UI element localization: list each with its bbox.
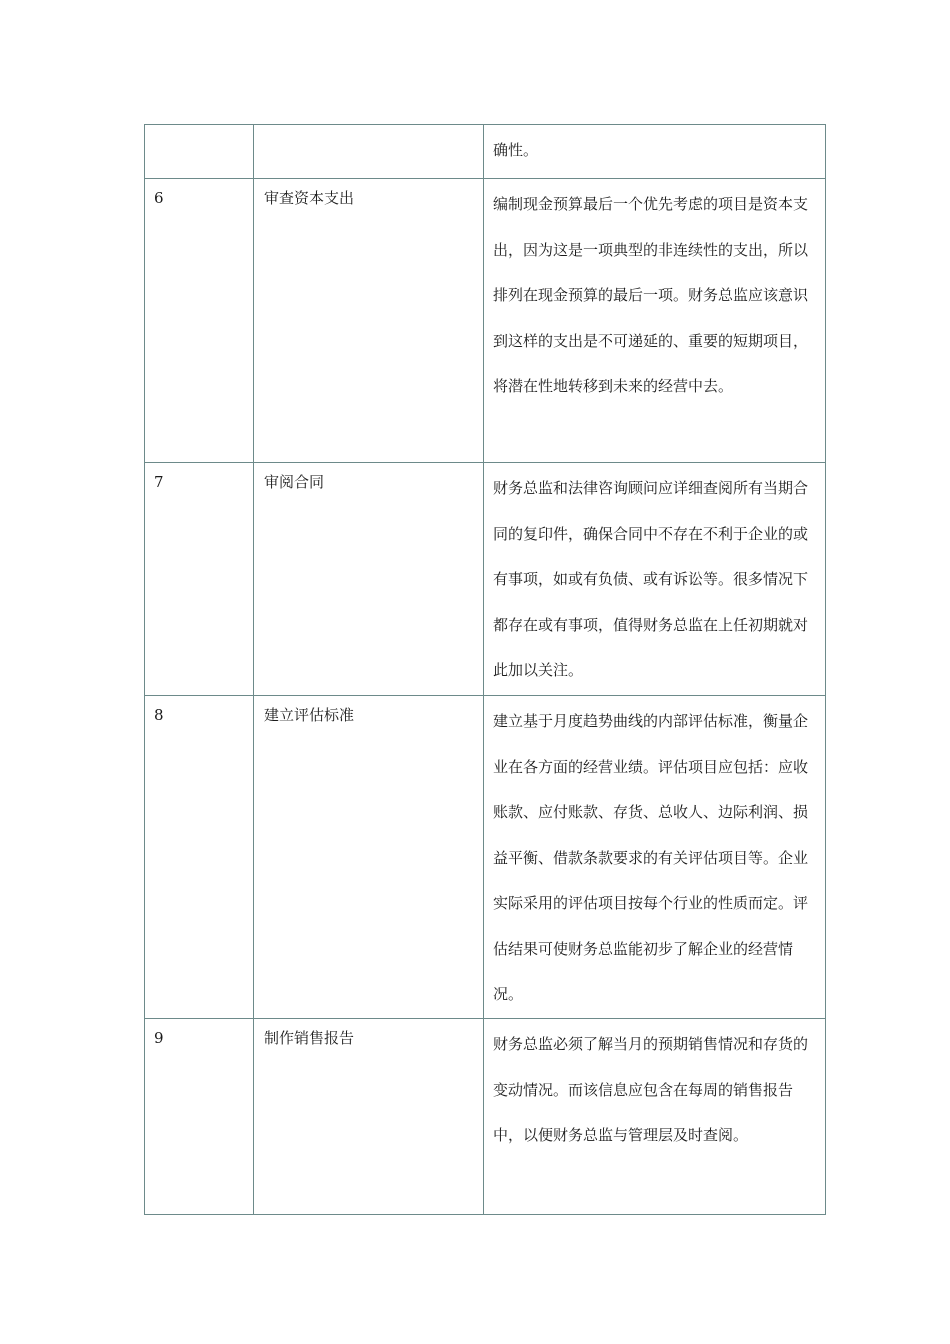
task-description-cell — [484, 1019, 826, 1215]
task-description-cell — [484, 696, 826, 1019]
row-number-cell — [145, 1019, 254, 1215]
task-name-cell — [254, 463, 484, 696]
row-number-cell — [145, 179, 254, 463]
task-description: 建立基于月度趋势曲线的内部评估标准，衡量企业在各方面的经营业绩。评估项目应包括：应收账款、应付账款、存货、总收人、边际利润、损益平衡、借款条款要求的有关评估项目等。企业实际采用的评估项目按每个行业的性质而定。评估结果可使财务总监能初步了解企业的经营情况。 — [493, 712, 809, 1003]
task-description: 财务总监和法律咨询顾问应详细查阅所有当期合同的复印件，确保合同中不存在不利于企业的或有事项，如或有负债、或有诉讼等。很多情况下都存在或有事项，值得财务总监在上任初期就对此加以关注。 — [493, 479, 809, 679]
task-description: 确性。 — [493, 141, 539, 159]
row-number-cell — [145, 125, 254, 179]
task-name-cell — [254, 696, 484, 1019]
task-description-cell — [484, 125, 826, 179]
table-row — [145, 125, 826, 179]
task-name: 制作销售报告 — [264, 1029, 355, 1047]
row-number — [145, 125, 253, 133]
table-row — [145, 179, 826, 463]
task-name: 审查资本支出 — [264, 189, 355, 207]
table-row — [145, 463, 826, 696]
task-name-cell — [254, 1019, 484, 1215]
row-number: 6 — [154, 189, 164, 207]
table-row — [145, 696, 826, 1019]
task-table — [144, 124, 826, 1215]
row-number-cell — [145, 696, 254, 1019]
task-description-cell — [484, 463, 826, 696]
table-row — [145, 1019, 826, 1215]
task-name — [254, 125, 483, 133]
task-description: 财务总监必须了解当月的预期销售情况和存货的变动情况。而该信息应包含在每周的销售报告中，以便财务总监与管理层及时查阅。 — [493, 1035, 809, 1144]
task-description-cell — [484, 179, 826, 463]
task-name-cell — [254, 125, 484, 179]
row-number: 9 — [154, 1029, 164, 1047]
row-number-cell — [145, 463, 254, 696]
row-number: 7 — [154, 473, 164, 491]
task-description: 编制现金预算最后一个优先考虑的项目是资本支出，因为这是一项典型的非连续性的支出，所以排列在现金预算的最后一项。财务总监应该意识到这样的支出是不可递延的、重要的短期项目，将潜在性地转移到未来的经营中去。 — [493, 195, 809, 395]
task-name-cell — [254, 179, 484, 463]
task-name: 建立评估标准 — [264, 706, 355, 724]
task-name: 审阅合同 — [264, 473, 325, 491]
row-number: 8 — [154, 706, 164, 724]
